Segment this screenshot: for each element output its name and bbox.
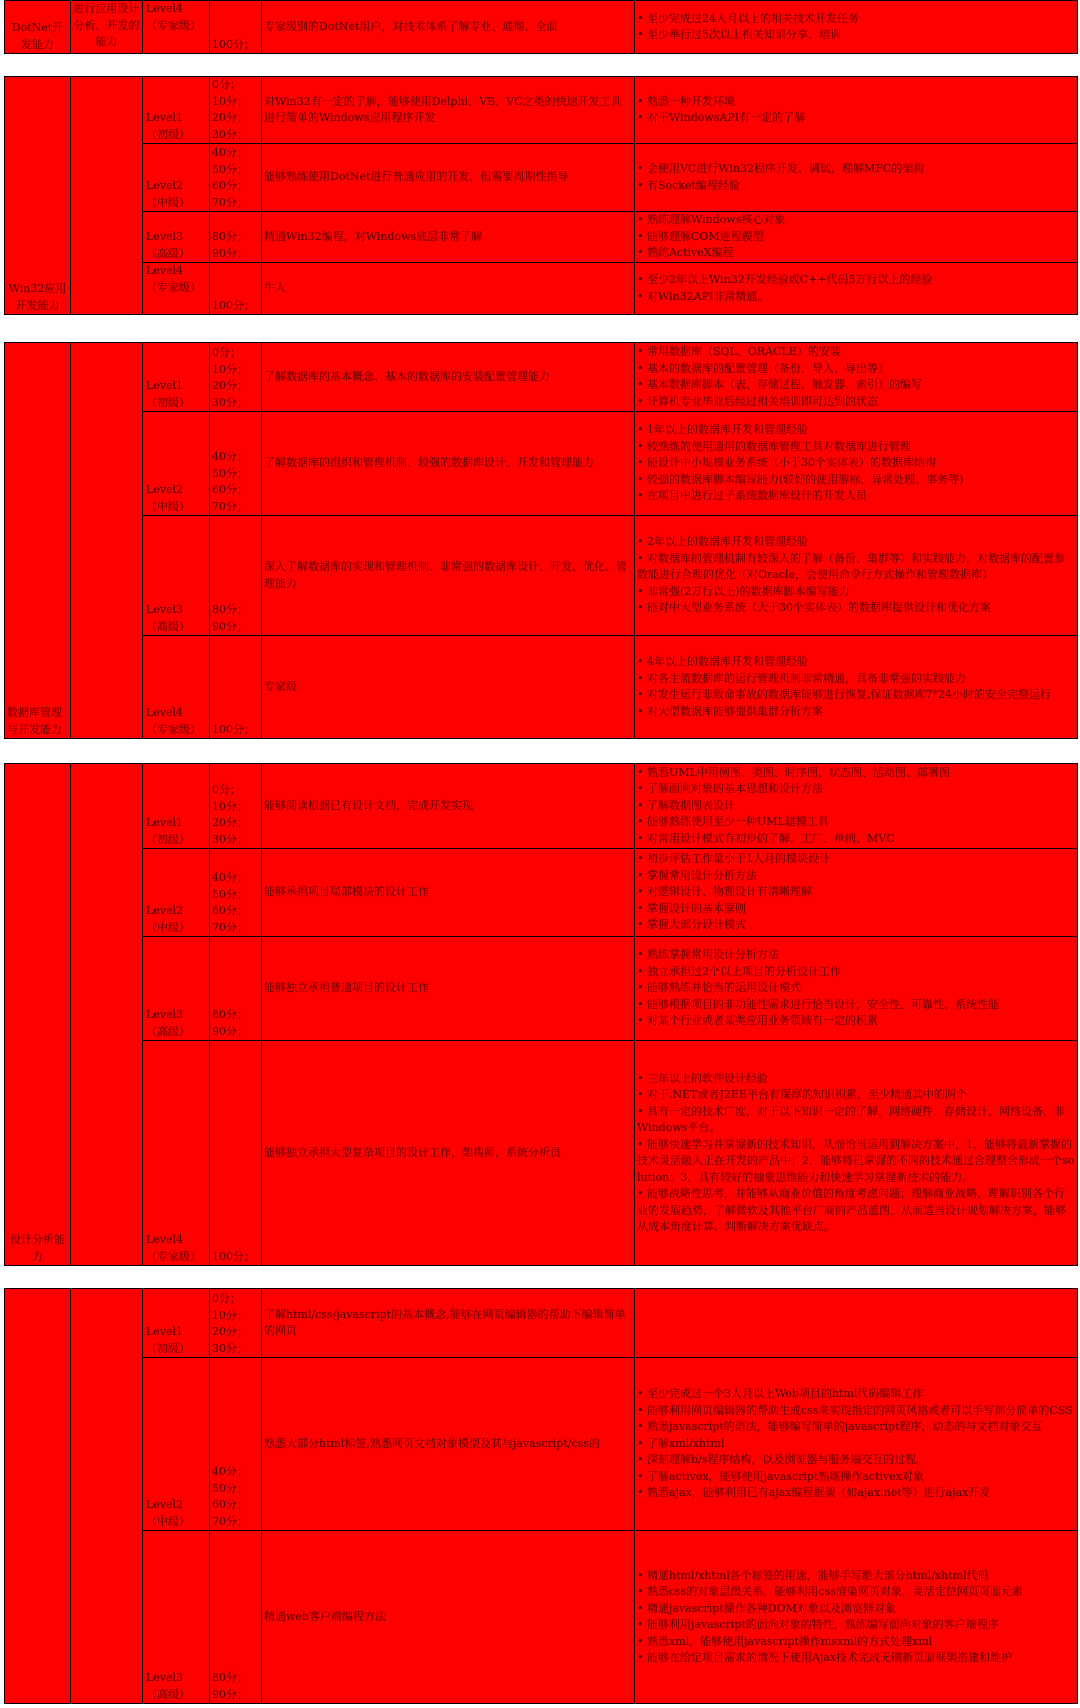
section-title: DotNet开发能力 — [5, 1, 71, 54]
section-web — [4, 1288, 1078, 1704]
detail-cell: • 至少完成过一个3人月以上Web项目的html代码编辑工作 • 能够利用网页编辑器的帮助生成css来实现指定的网页风格或者可以手写部分简单的CSS • 熟悉javascript的语法，能够编写简单的javascript程序，动态的与文档对象交互 • 了解xml/xhtml • 深刻理解b/s程序结构，以及浏览器与服务端交互的过程。 • 了解activex，能够使用javascript熟练操作activex对象 • 熟悉ajax，能够利用已有ajax编程框架（如ajax.net等）进行ajax开发 — [635, 1358, 1078, 1531]
score-cell: 100分； — [210, 636, 262, 739]
level-cell: Level2 （中级） — [143, 1358, 210, 1531]
level-cell: Level4 （专家级） — [143, 1, 210, 54]
detail-cell: • 熟练理解Windows核心对象 • 能够理解COM进程模型 • 熟练ActiveX编程 — [635, 212, 1078, 263]
section-subtitle — [71, 343, 143, 739]
section-subtitle — [71, 77, 143, 315]
level-cell: Level2 （中级） — [143, 849, 210, 937]
section-subtitle — [71, 1289, 143, 1704]
section-title — [5, 1289, 71, 1704]
level-cell: Level4 （专家级） — [143, 636, 210, 739]
score-cell: 0分； 10分； 20分； 30分； — [210, 77, 262, 144]
detail-cell: • 熟悉UML中用例图、类图、时序图、状态图、活动图、部署图 • 了解面向对象的基本思想和设计方法 • 了解数据图表设计 • 能够熟练使用至少一种UML建模工具 • 对常用设计模式有初步的了解，工厂、单例、MVC — [635, 764, 1078, 849]
level-cell: Level4 （专家级） — [143, 263, 210, 315]
description-cell: 深入了解数据库的实现和管理机制、非常强的数据库设计、开发、优化、管理能力 — [262, 516, 635, 636]
section-dotnet — [4, 0, 1078, 54]
detail-cell: • 精通html/xhtml各个标签的用途，能够手写绝大部分html/xhtml代码 • 熟悉css的对象层级关系，能够利用css渲染网页对象，灵活定位网页页面元素 • 精通javascript操作各种DOM对象以及浏览器对象 • 能够利用javascript的面向对象的特性，熟练编写面向对象的客户端程序 • 熟悉xml，能够使用javascript操作msxml的方式处理xml • 能够在给定项目需求的情况下使用Ajax技术完成无刷新页面框架搭建和维护 — [635, 1531, 1078, 1704]
score-cell: 80分； 90分； — [210, 1531, 262, 1704]
score-cell: 40分； 50分； 60分； 70分； — [210, 849, 262, 937]
description-cell: 精通Win32编程，对Windows底层非常了解 — [262, 212, 635, 263]
detail-cell: • 初步评估工作量小于1人月的模块设计 • 掌握常用设计分析方法 • 对逻辑设计、物理设计有清晰理解 • 掌握设计的基本原则 • 掌握大部分设计模式 — [635, 849, 1078, 937]
score-cell: 80分； 90分； — [210, 937, 262, 1041]
section-database — [4, 342, 1078, 739]
level-cell: Level4 （专家级） — [143, 1041, 210, 1266]
level-cell: Level1 （初级） — [143, 77, 210, 144]
detail-cell: • 会使用VC进行Win32程序开发、调试，理解MFC的架构 • 有Socket编程经验 — [635, 144, 1078, 212]
level-cell: Level1 （初级） — [143, 1289, 210, 1358]
level-cell: Level1 （初级） — [143, 343, 210, 412]
level-cell: Level2 （中级） — [143, 412, 210, 516]
detail-cell: • 三年以上的软件设计经验 • 对于.NET或者J2EE平台有深厚的知识积累，至少精通其中的两个 • 具有一定的技术广度，对于以下知识一定的了解，网络硬件、存储设计、网络设备、非Windows平台。 • 能够快速学习并掌握新的技术知识，从而恰当运用到解决方案中，1、能够将最新掌握的技术灵活融入正在开发的产品中；2、能够将已掌握的不同的技术通过合理整合形成一个solution；3、具有较好的抽象思维能力和快速学习掌握新技术的能力。 • 能够战略性思考，并能够从商业价值的角度考虑问题；理解商业战略，理解识别各个行业的发展趋势，了解微软及其他平台厂商的产品蓝图，从而适当设计规划解决方案，能够从成本角度计算、判断解决方案优缺点。 — [635, 1041, 1078, 1266]
description-cell: 了解数据库的基本概念、基本的数据库的安装配置管理能力 — [262, 343, 635, 412]
score-cell: 40分； 50分； 60分； 70分； — [210, 144, 262, 212]
section-title: 数据库管理与开发能力 — [5, 343, 71, 739]
section-title: 设计分析能力 — [5, 764, 71, 1266]
score-cell: 80分； 90分； — [210, 516, 262, 636]
detail-cell — [635, 1289, 1078, 1358]
level-cell: Level3 （高级） — [143, 1531, 210, 1704]
description-cell: 能够阅读根据已有设计文档，完成开发实现 — [262, 764, 635, 849]
detail-cell: • 熟练掌握常用设计分析方法 • 独立承担过2个以上项目的分析设计工作 • 能够熟练并恰当的运用设计模式 • 能够根据项目的非功能性需求进行恰当设计，安全性、可靠性、系统性能 • 对某个行业或者某类应用业务领域有一定的积累 — [635, 937, 1078, 1041]
score-cell: 100分； — [210, 1, 262, 54]
description-cell: 能够独立承担大型复杂项目的设计工作，架构师，系统分析员 — [262, 1041, 635, 1266]
description-cell: 对Win32有一定的了解，能够使用Delphi、VB、VC之类的快速开发工具进行简单的Windows应用程序开发 — [262, 77, 635, 144]
description-cell: 熟悉大部分html标签,熟悉网页文档对象模型及其与javascript/css的 — [262, 1358, 635, 1531]
description-cell: 了解html/css/javascript的基本概念,能够在网页编辑器的帮助下编辑简单的网页 — [262, 1289, 635, 1358]
description-cell: 了解数据库的组织和管理机制、较强的数据库设计、开发和管理能力 — [262, 412, 635, 516]
detail-cell: • 4年以上的数据库开发和管理经验 • 对各主流数据库的运行管理机制非常精通，具备非常强的实践能力 • 对发生运行非致命事故的数据库能够进行恢复,保证数据库7*24小时的安全完整运行 • 对大型数据库能够提供集群分析方案 — [635, 636, 1078, 739]
detail-cell: • 熟悉一种开发环境 • 对于WindowsAPI有一定的了解 — [635, 77, 1078, 144]
score-cell: 0分； 10分； 20分； 30分； — [210, 764, 262, 849]
detail-cell: • 至少完成过24人月以上的相关技术开发任务 • 至少举行过5次以上相关知识分享、培训 — [635, 1, 1078, 54]
section-subtitle: 进行应用设计分析、开发的能力 — [71, 1, 143, 54]
detail-cell: • 1年以上的数据库开发和管理经验 • 较熟练的使用通用的数据库管理工具对数据库进行管理 • 能设计中小规模业务系统（小于30个实体表）的数据库结构 • 较强的数据库脚本编写能力(较好的使用游标、异常处理、事务等) • 在项目中进行过子系统数据库设计的开发人员 — [635, 412, 1078, 516]
score-cell: 0分； 10分； 20分； 30分； — [210, 1289, 262, 1358]
section-title: Win32应用开发能力 — [5, 77, 71, 315]
description-cell: 牛人 — [262, 263, 635, 315]
score-cell: 100分； — [210, 263, 262, 315]
section-win32 — [4, 76, 1078, 315]
score-cell: 40分； 50分； 60分； 70分； — [210, 412, 262, 516]
section-subtitle — [71, 764, 143, 1266]
description-cell: 能够熟练使用DotNet进行普通应用的开发，但需要周期性指导 — [262, 144, 635, 212]
score-cell: 100分； — [210, 1041, 262, 1266]
description-cell: 能够承担项目局部模块的设计工作 — [262, 849, 635, 937]
description-cell: 能够独立承担普通项目的设计工作 — [262, 937, 635, 1041]
level-cell: Level3 （高级） — [143, 516, 210, 636]
level-cell: Level3 （高级） — [143, 212, 210, 263]
description-cell: 精通web客户端编程方法 — [262, 1531, 635, 1704]
section-design — [4, 763, 1078, 1266]
description-cell: 专家级 — [262, 636, 635, 739]
description-cell: 专家级别的DotNet用户，对技术体系了解专业、通彻、全面 — [262, 1, 635, 54]
score-cell: 40分； 50分； 60分； 70分； — [210, 1358, 262, 1531]
level-cell: Level1 （初级） — [143, 764, 210, 849]
score-cell: 80分； 90分； — [210, 212, 262, 263]
level-cell: Level3 （高级） — [143, 937, 210, 1041]
detail-cell: • 至少2年以上Win32开发经验或C++代码5万行以上的经验 • 对Win32API非常精通。 — [635, 263, 1078, 315]
detail-cell: • 常用数据库（SQL、ORACLE）的安装 • 基本的数据库的配置管理（备份、导入、导出等） • 基本数据库脚本（表、存储过程、触发器、索引）的编写 • 计算机专业毕业后经过相关培训即可达到的状态 — [635, 343, 1078, 412]
score-cell: 0分； 10分； 20分； 30分； — [210, 343, 262, 412]
level-cell: Level2 （中级） — [143, 144, 210, 212]
detail-cell: • 2年以上的数据库开发和管理经验 • 对数据库的管理机制有较深入的了解（备份、集群等）和实践能力，对数据库的配置参数能进行合理的优化（对Oracle，会使用命令行方式操作和管理数据库） • 非常强(2万行以上)的数据库脚本编写能力 • 能对中大型业务系统（大于30个实体表）的数据库提供设计和优化方案 — [635, 516, 1078, 636]
